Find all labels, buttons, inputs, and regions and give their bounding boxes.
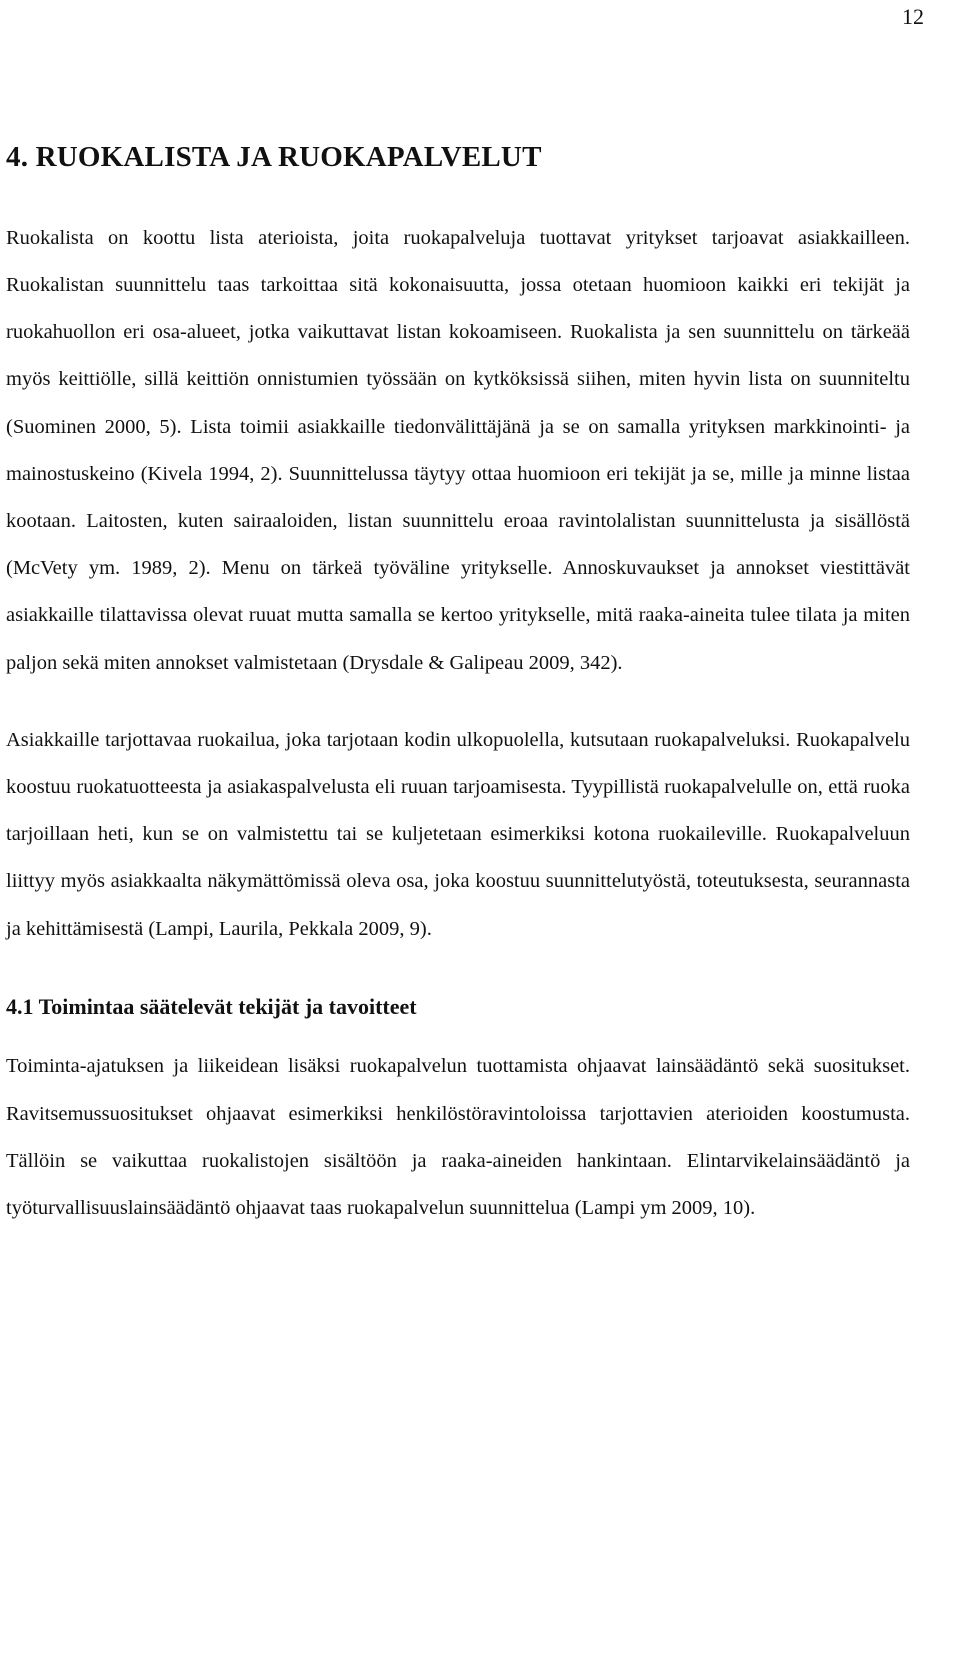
chapter-title: 4. RUOKALISTA JA RUOKAPALVELUT [6,141,542,173]
page-number: 12 [902,4,924,29]
document-body [6,140,910,1232]
paragraph-ruokapalvelu: Asiakkaille tarjottavaa ruokailua, joka tarjotaan kodin ulkopuolella, kutsutaan ruokapalveluksi. Ruokapalvelu koostuu ruokatuotteesta ja asiakaspalvelusta eli ruuan tarjoamisesta. Tyypillistä ruokapalvelulle on, että ruoka tarjoillaan heti, kun se on valmistettu tai se kuljetetaan esimerkiksi kotona ruokaileville. Ruokapalveluun liittyy myös asiakkaalta näkymättömissä oleva osa, joka koostuu suunnittelutyöstä, toteutuksesta, seurannasta ja kehittämisestä (Lampi, Laurila, Pekkala 2009, 9). [6,728,910,940]
section-title: 4.1 Toimintaa säätelevät tekijät ja tavoitteet [6,993,417,1019]
paragraph-ruokalista: Ruokalista on koottu lista aterioista, joita ruokapalveluja tuottavat yritykset tarjoavat asiakkailleen. Ruokalistan suunnittelu taas tarkoittaa sitä kokonaisuutta, jossa otetaan huomioon kaikki eri tekijät ja ruokahuollon eri osa-alueet, jotka vaikuttavat listan kokoamiseen. Ruokalista ja sen suunnittelu on tärkeää myös keittiölle, sillä keittiön onnistumien työssään on kytköksissä siihen, miten hyvin lista on suunniteltu (Suominen 2000, 5). Lista toimii asiakkaille tiedonvälittäjänä ja se on samalla yrityksen markkinointi- ja mainostuskeino (Kivela 1994, 2). Suunnittelussa täytyy ottaa huomioon eri tekijät ja se, mille ja minne listaa kootaan. Laitosten, kuten sairaaloiden, listan suunnittelu eroaa ravintolalistan suunnittelusta ja sisällöstä (McVety ym. 1989, 2). Menu on tärkeä työväline yritykselle. Annoskuvaukset ja annokset viestittävät asiakkaille tilattavissa olevat ruuat mutta samalla se kertoo yritykselle, mitä raaka-aineita tulee tilata ja miten paljon sekä miten annokset valmistetaan (Drysdale & Galipeau 2009, 342). [6,226,910,674]
paragraph-toimintaa: Toiminta-ajatuksen ja liikeidean lisäksi ruokapalvelun tuottamista ohjaavat lainsäädäntö sekä suositukset. Ravitsemussuositukset ohjaavat esimerkiksi henkilöstöravintoloissa tarjottavien aterioiden koostumusta. Tällöin se vaikuttaa ruokalistojen sisältöön ja raaka-aineiden hankintaan. Elintarvikelainsäädäntö ja työturvallisuuslainsäädäntö ohjaavat taas ruokapalvelun suunnittelua (Lampi ym 2009, 10). [6,1055,910,1220]
